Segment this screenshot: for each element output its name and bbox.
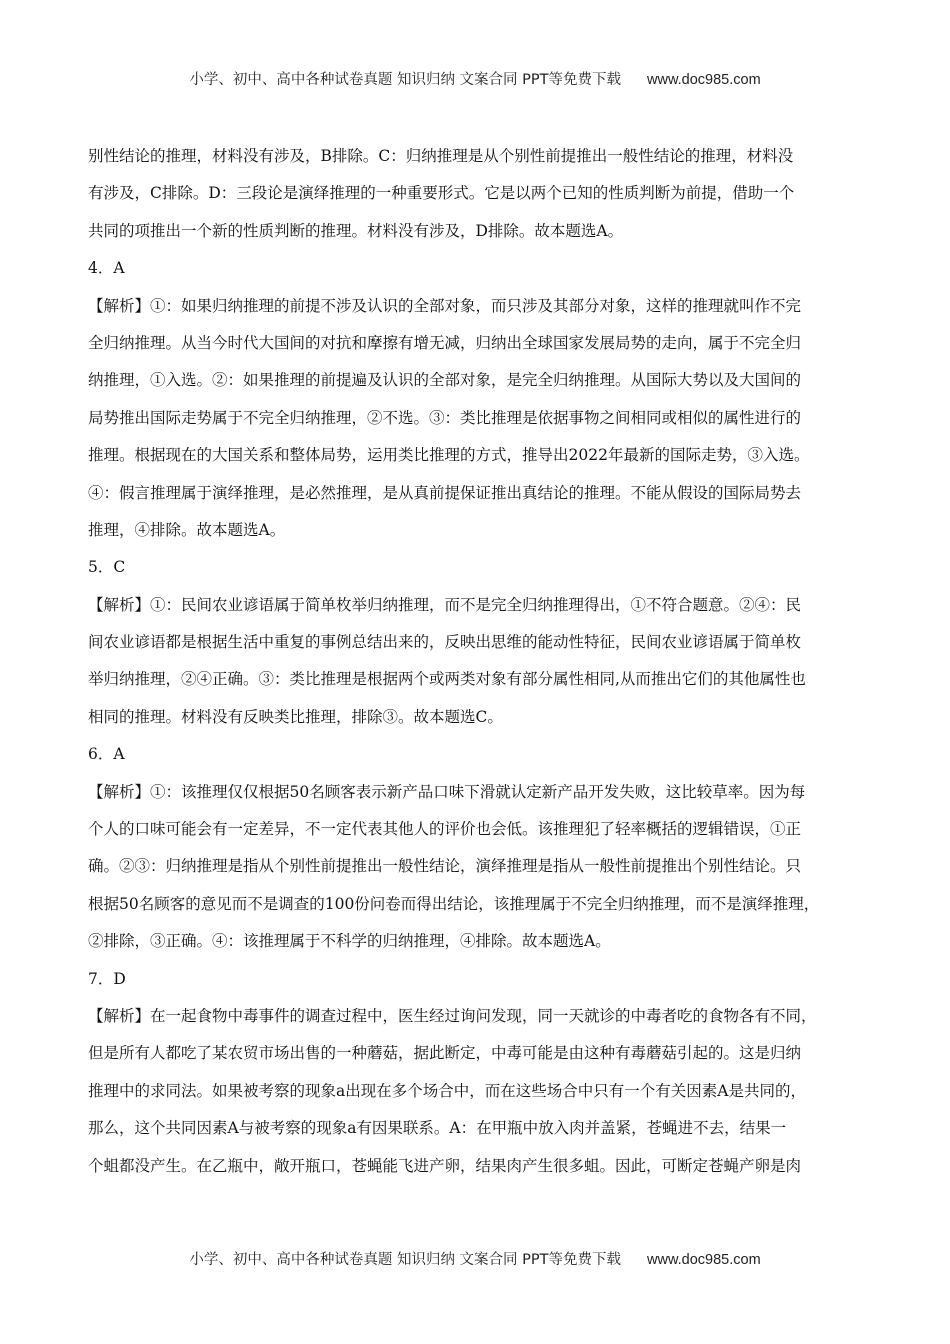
text-line: ④：假言推理属于演绎推理，是必然推理，是从真前提保证推出真结论的推理。不能从假设的国际局势去 xyxy=(88,483,802,502)
text-line: 但是所有人都吃了某农贸市场出售的一种蘑菇，据此断定，中毒可能是由这种有毒蘑菇引起的。这是归纳 xyxy=(88,1044,802,1063)
text-line: 有涉及，C排除。D：三段论是演绎推理的一种重要形式。它是以两个已知的性质判断为前提，借助一个 xyxy=(88,184,795,203)
header-text: 小学、初中、高中各种试卷真题 知识归纳 文案合同 PPT等免费下载 xyxy=(189,72,622,88)
text-line: 全归纳推理。从当今时代大国间的对抗和摩擦有增无减，归纳出全球国家发展局势的走向，属于不完全归 xyxy=(88,333,802,352)
text-line: 举归纳推理，②④正确。③：类比推理是根据两个或两类对象有部分属性相同,从而推出它们的其他属性也 xyxy=(88,670,806,689)
text-line: ②排除，③正确。④：该推理属于不科学的归纳推理，④排除。故本题选A。 xyxy=(88,932,611,951)
text-line: 共同的项推出一个新的性质判断的推理。材料没有涉及，D排除。故本题选A。 xyxy=(88,221,624,240)
text-line: 那么，这个共同因素A与被考察的现象a有因果联系。A：在甲瓶中放入肉并盖紧，苍蝇进不去，结果一 xyxy=(88,1119,787,1138)
answer-heading: 7．D xyxy=(88,969,126,988)
text-line: 【解析】①：该推理仅仅根据50名顾客表示新产品口味下滑就认定新产品开发失败，这比较草率。因为每 xyxy=(88,782,806,801)
header-url[interactable]: www.doc985.com xyxy=(647,72,761,88)
document-body xyxy=(88,138,878,1185)
text-line: 间农业谚语都是根据生活中重复的事例总结出来的，反映出思维的能动性特征，民间农业谚语属于简单枚 xyxy=(88,633,802,652)
text-line: 别性结论的推理，材料没有涉及，B排除。C：归纳推理是从个别性前提推出一般性结论的推理，材料没 xyxy=(88,147,794,165)
text-line: 个人的口味可能会有一定差异，不一定代表其他人的评价也会低。该推理犯了轻率概括的逻辑错误，①正 xyxy=(88,820,802,839)
text-line: 局势推出国际走势属于不完全归纳推理，②不选。③：类比推理是依据事物之间相同或相似的属性进行的 xyxy=(88,408,802,427)
page-footer xyxy=(0,1248,950,1269)
text-line: 【解析】①：民间农业谚语属于简单枚举归纳推理，而不是完全归纳推理得出，①不符合题意。②④：民 xyxy=(88,595,802,614)
text-line: 【解析】①：如果归纳推理的前提不涉及认识的全部对象，而只涉及其部分对象，这样的推理就叫作不完 xyxy=(88,296,802,315)
answer-heading: 4．A xyxy=(88,259,125,278)
text-line: 【解析】在一起食物中毒事件的调查过程中，医生经过询问发现，同一天就诊的中毒者吃的食物各有不同， xyxy=(88,1006,817,1025)
answer-heading: 5．C xyxy=(88,558,126,577)
text-line: 个蛆都没产生。在乙瓶中，敞开瓶口，苍蝇能飞进产卵，结果肉产生很多蛆。因此，可断定苍蝇产卵是肉 xyxy=(88,1156,802,1175)
footer-text: 小学、初中、高中各种试卷真题 知识归纳 文案合同 PPT等免费下载 xyxy=(189,1252,622,1268)
text-line: 相同的推理。材料没有反映类比推理，排除③。故本题选C。 xyxy=(88,707,503,726)
text-line: 推理，④排除。故本题选A。 xyxy=(88,520,286,539)
text-line: 确。②③：归纳推理是指从个别性前提推出一般性结论，演绎推理是指从一般性前提推出个别性结论。只 xyxy=(88,857,802,876)
text-line: 推理。根据现在的大国关系和整体局势，运用类比推理的方式，推导出2022年最新的国际走势，③入选。 xyxy=(88,446,810,465)
text-line: 纳推理，①入选。②：如果推理的前提遍及认识的全部对象，是完全归纳推理。从国际大势以及大国间的 xyxy=(88,371,802,390)
footer-url[interactable]: www.doc985.com xyxy=(647,1252,761,1268)
page-header xyxy=(0,68,950,89)
text-line: 推理中的求同法。如果被考察的现象a出现在多个场合中，而在这些场合中只有一个有关因素A是共同的， xyxy=(88,1081,806,1100)
text-line: 根据50名顾客的意见而不是调查的100份问卷而得出结论，该推理属于不完全归纳推理，而不是演绎推理， xyxy=(88,894,820,913)
answer-heading: 6．A xyxy=(88,745,125,764)
